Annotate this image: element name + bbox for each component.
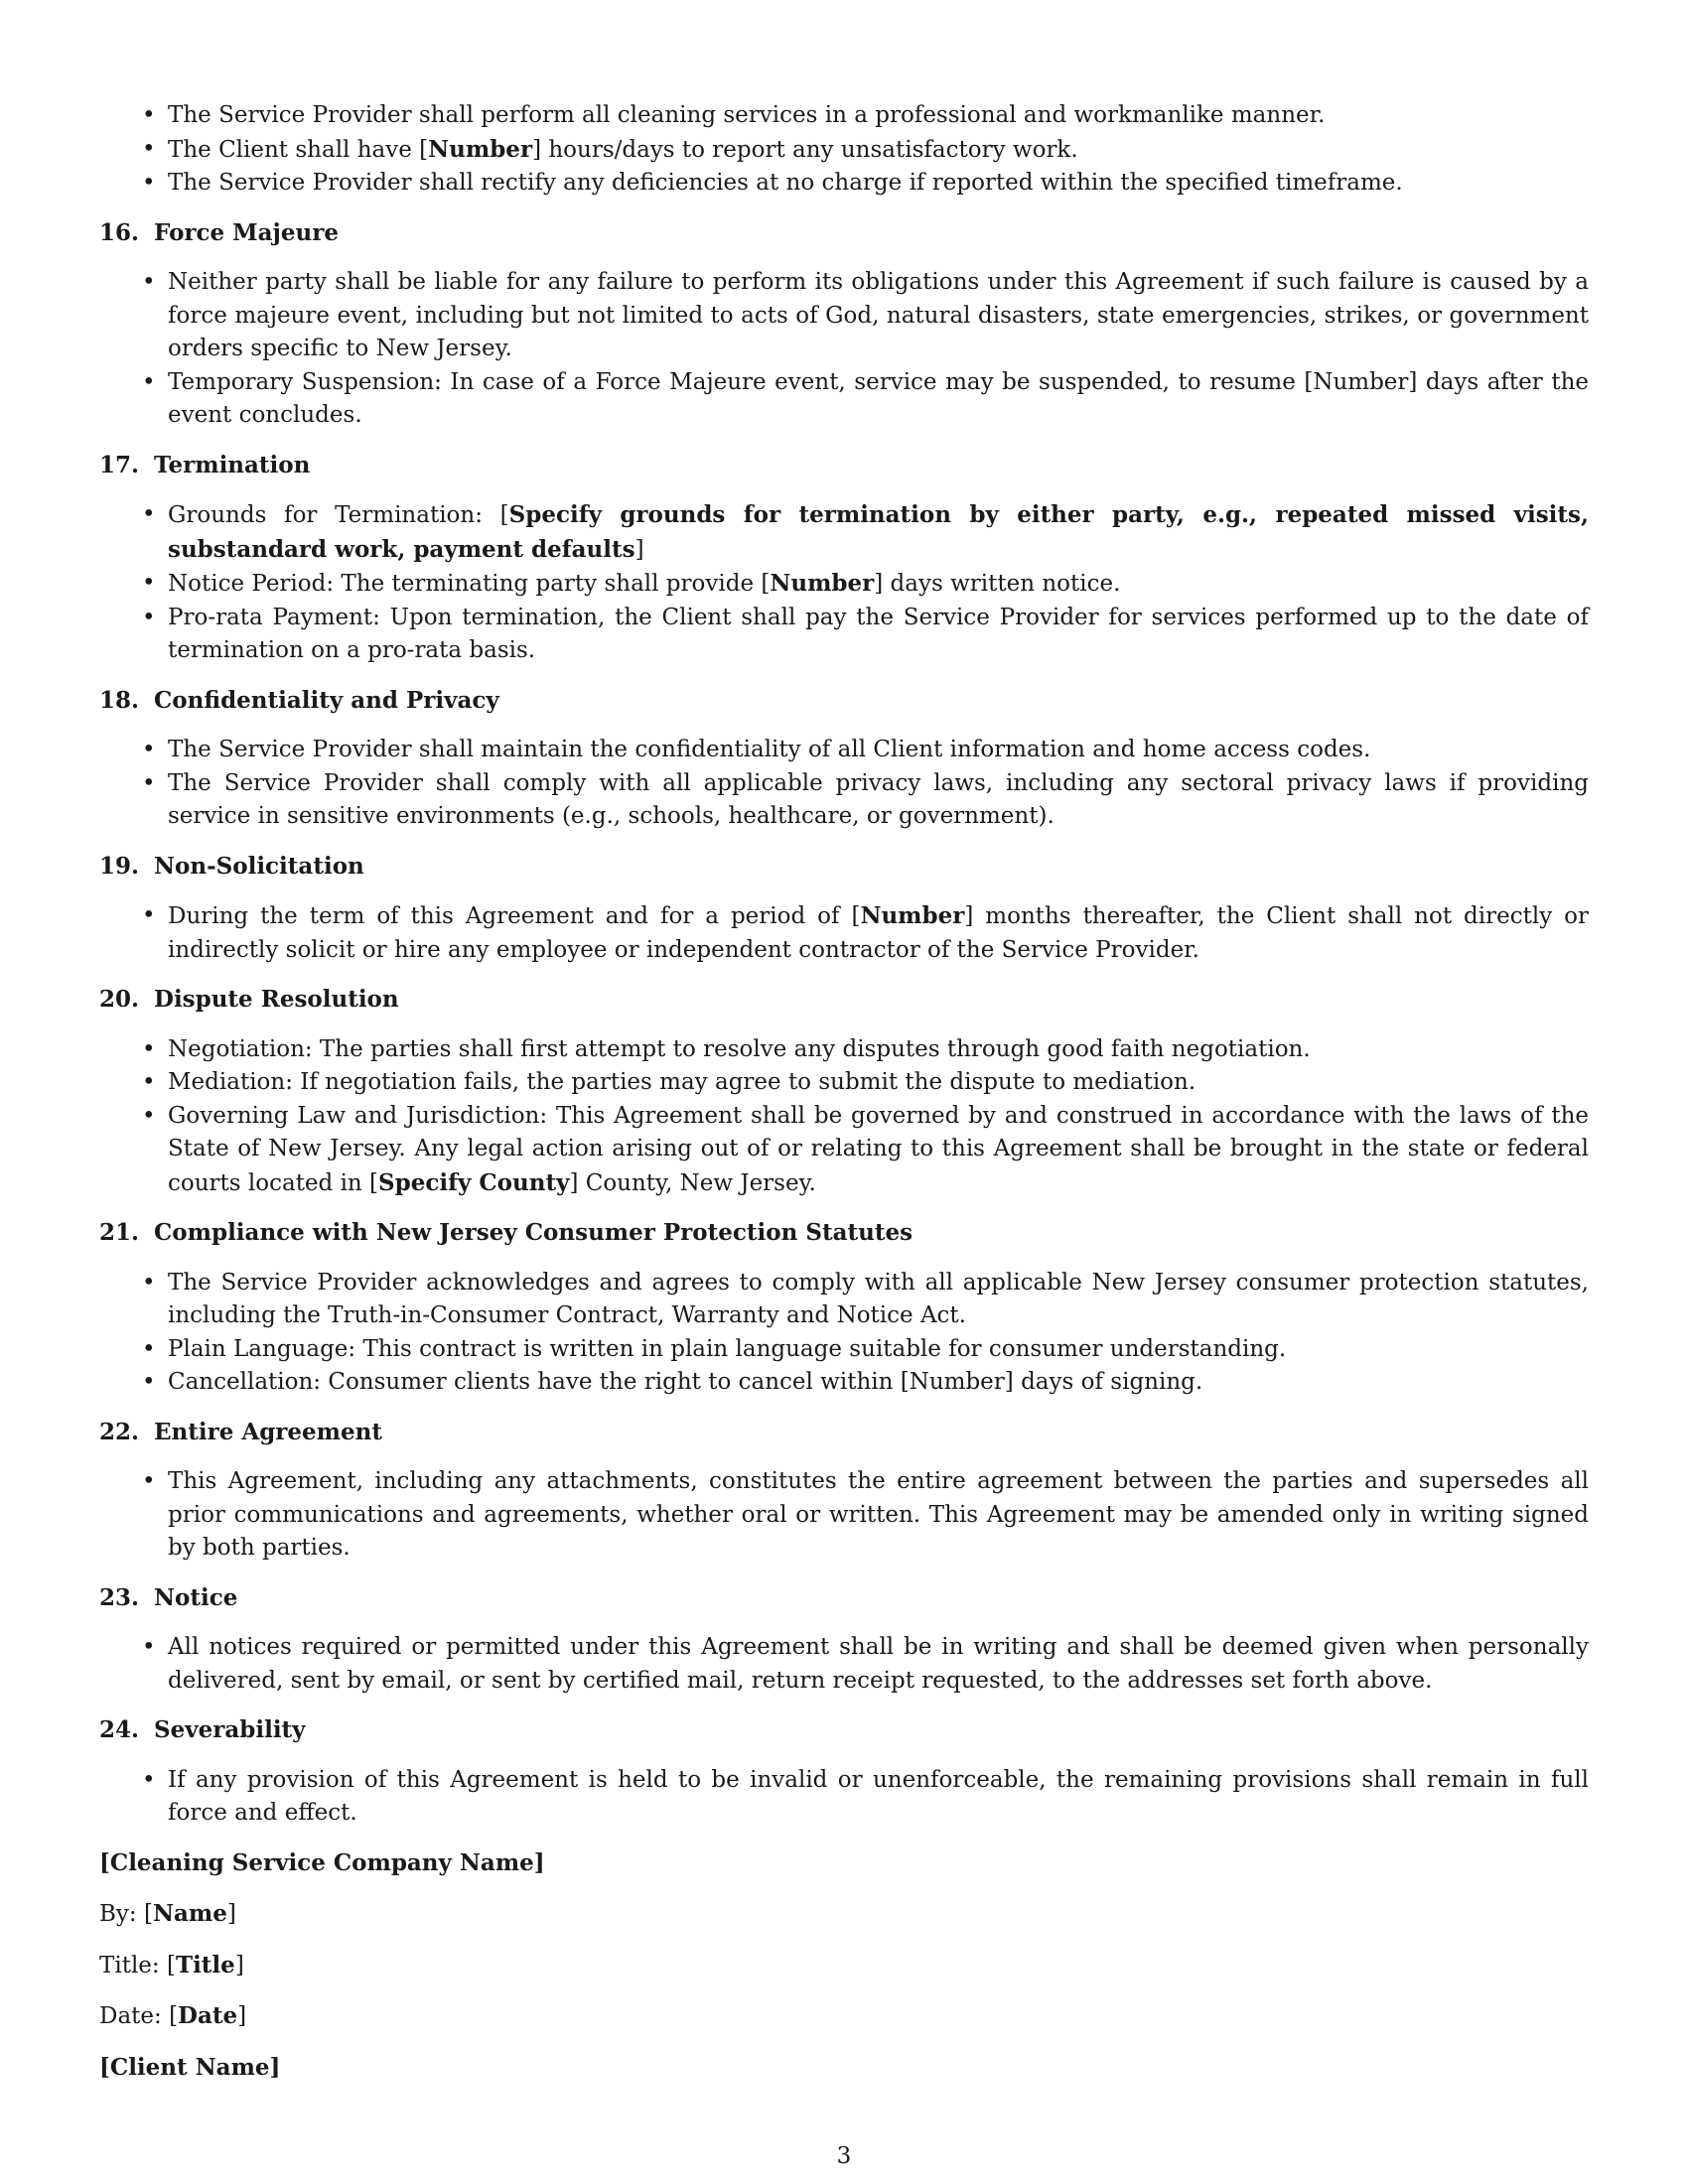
section-number: 23. [99,1583,140,1611]
list-item [99,767,1589,834]
bold-placeholder-text: [Client Name] [99,2053,281,2081]
section-16 [99,216,1589,433]
section-bullet-list [99,734,1589,834]
list-item [99,167,1589,201]
section-number: 16. [99,218,140,246]
section-number: 24. [99,1716,140,1743]
text-run: ] [237,2003,247,2029]
list-item [99,1033,1589,1067]
signature-line [99,1846,1589,1881]
list-item [99,602,1589,668]
text-run: During the term of this Agreement and for a period of [ [168,903,861,929]
section-number: 18. [99,686,140,714]
text-run: The Client shall have [ [168,136,429,163]
section-bullet-list [99,899,1589,967]
list-item [99,734,1589,767]
text-run: If any provision of this Agreement is held to be invalid or unenforceable, the remaining provisions shall remain in full force and effect. [168,1766,1589,1826]
list-item [99,1764,1589,1831]
list-item [99,1631,1589,1698]
text-run: This Agreement, including any attachments, constitutes the entire agreement between the parties and supersedes all prior communications and agreements, whether oral or written. This Agreement may be amended only in writing signed by both parties. [168,1468,1589,1561]
text-run: Date: [ [99,2003,179,2029]
bold-placeholder-text: Title [175,1951,235,1979]
text-run: ] hours/days to report any unsatisfactory work. [532,136,1078,163]
bold-placeholder-text: Number [770,570,875,597]
text-run: Neither party shall be liable for any failure to perform its obligations under this Agreement if such failure is caused by a force majeure event, including but not limited to acts of God, natural disasters, state emergencies, strikes, or government orders specific to New Jersey. [168,269,1589,361]
section-bullet-list [99,1764,1589,1831]
bold-placeholder-text: Name [152,1900,227,1927]
signature-line [99,1999,1589,2034]
list-item [99,266,1589,366]
list-item [99,1267,1589,1333]
section-24 [99,1713,1589,1831]
signature-block [99,1846,1589,2086]
text-run: Governing Law and Jurisdiction: This Agreement shall be governed by and construed in accordance with the laws of the State of New Jersey. Any legal action arising out of or relating to this Agreement shall be brought in the state or federal courts located in [ [168,1102,1589,1196]
list-item [99,1100,1589,1201]
list-item [99,99,1589,133]
text-run: By: [ [99,1901,153,1927]
section-heading [99,850,1589,884]
text-run: Title: [ [99,1952,176,1979]
text-run: The Service Provider shall maintain the confidentiality of all Client information and home access codes. [168,737,1371,762]
page-number: 3 [836,2143,852,2169]
list-item [99,567,1589,602]
section-bullet-list [99,266,1589,433]
section-18 [99,684,1589,834]
section-heading [99,449,1589,482]
list-item [99,133,1589,168]
section-title: Notice [154,1583,238,1611]
section-number: 19. [99,852,140,880]
section-number: 20. [99,986,140,1013]
section-title: Entire Agreement [154,1418,382,1445]
text-run: ] months thereafter, the Client shall not directly or indirectly solicit or hire any employee or independent contractor of the Service Provider. [168,903,1589,963]
section-bullet-list [99,1631,1589,1698]
bold-placeholder-text: Number [860,902,965,929]
section-22 [99,1416,1589,1566]
section-number: 17. [99,451,140,478]
section-17 [99,449,1589,668]
text-run: ] [634,536,644,563]
section-title: Confidentiality and Privacy [154,686,499,714]
text-run: Grounds for Termination: [ [168,502,509,528]
section-bullet-list [99,1465,1589,1566]
bold-placeholder-text: Date [178,2002,238,2029]
text-run: The Service Provider shall comply with all applicable privacy laws, including any sectoral privacy laws if providing service in sensitive environments (e.g., schools, healthcare, or government). [168,769,1589,829]
list-item [99,899,1589,967]
section-heading [99,684,1589,718]
text-run: ] [226,1901,236,1927]
section-title: Compliance with New Jersey Consumer Protection Statutes [154,1219,914,1246]
text-run: ] County, New Jersey. [569,1169,816,1196]
section-title: Termination [154,451,311,478]
section-heading [99,1581,1589,1615]
list-item [99,498,1589,567]
signature-line [99,1897,1589,1932]
signature-line [99,1949,1589,1983]
text-run: Negotiation: The parties shall first attempt to resolve any disputes through good faith negotiation. [168,1035,1311,1062]
section-title: Non-Solicitation [154,852,364,880]
list-item [99,1333,1589,1367]
list-item [99,366,1589,433]
list-item [99,1066,1589,1100]
warranty-bullet-list [99,99,1589,201]
text-run: Pro-rata Payment: Upon termination, the Client shall pay the Service Provider for services performed up to the date of termination on a pro-rata basis. [168,604,1589,663]
section-19 [99,850,1589,968]
section-number: 21. [99,1219,140,1246]
bold-placeholder-text: Number [428,135,533,163]
list-item [99,1465,1589,1566]
section-bullet-list [99,1267,1589,1400]
section-number: 22. [99,1418,140,1445]
text-run: ] days written notice. [874,571,1121,597]
section-bullet-list [99,1033,1589,1201]
text-run: Notice Period: The terminating party shall provide [ [168,571,771,597]
text-run: Mediation: If negotiation fails, the parties may agree to submit the dispute to mediation. [168,1069,1196,1095]
section-heading [99,216,1589,250]
section-heading [99,983,1589,1017]
section-20 [99,983,1589,1200]
bold-placeholder-text: Specify County [378,1168,570,1196]
section-heading [99,1216,1589,1250]
text-run: Temporary Suspension: In case of a Force Majeure event, service may be suspended, to resume [Number] days after the event concludes. [168,368,1589,428]
section-21 [99,1216,1589,1400]
text-run: The Service Provider shall rectify any deficiencies at no charge if reported within the specified timeframe. [168,170,1403,196]
document-page [99,99,1589,2102]
sections-container [99,216,1589,1831]
list-item [99,1366,1589,1400]
section-heading [99,1416,1589,1449]
section-23 [99,1581,1589,1699]
bold-placeholder-text: [Cleaning Service Company Name] [99,1848,545,1876]
section-title: Severability [154,1716,306,1743]
section-heading [99,1713,1589,1747]
text-run: The Service Provider acknowledges and agrees to comply with all applicable New Jersey consumer protection statutes, including the Truth-in-Consumer Contract, Warranty and Notice Act. [168,1269,1589,1328]
text-run: Plain Language: This contract is written in plain language suitable for consumer understanding. [168,1335,1287,1362]
text-run: All notices required or permitted under this Agreement shall be in writing and shall be deemed given when personally delivered, sent by email, or sent by certified mail, return receipt requested, to the addresses set forth above. [168,1634,1589,1694]
text-run: Cancellation: Consumer clients have the right to cancel within [Number] days of signing. [168,1369,1203,1395]
section-bullet-list [99,498,1589,668]
text-run: ] [234,1952,244,1979]
signature-line [99,2051,1589,2086]
section-title: Dispute Resolution [154,986,399,1013]
section-title: Force Majeure [154,218,339,246]
text-run: The Service Provider shall perform all cleaning services in a professional and workmanlike manner. [168,102,1326,128]
bold-placeholder-text: Specify grounds for termination by either party, e.g., repeated missed visits, substandard work, payment defaults [168,501,1589,563]
